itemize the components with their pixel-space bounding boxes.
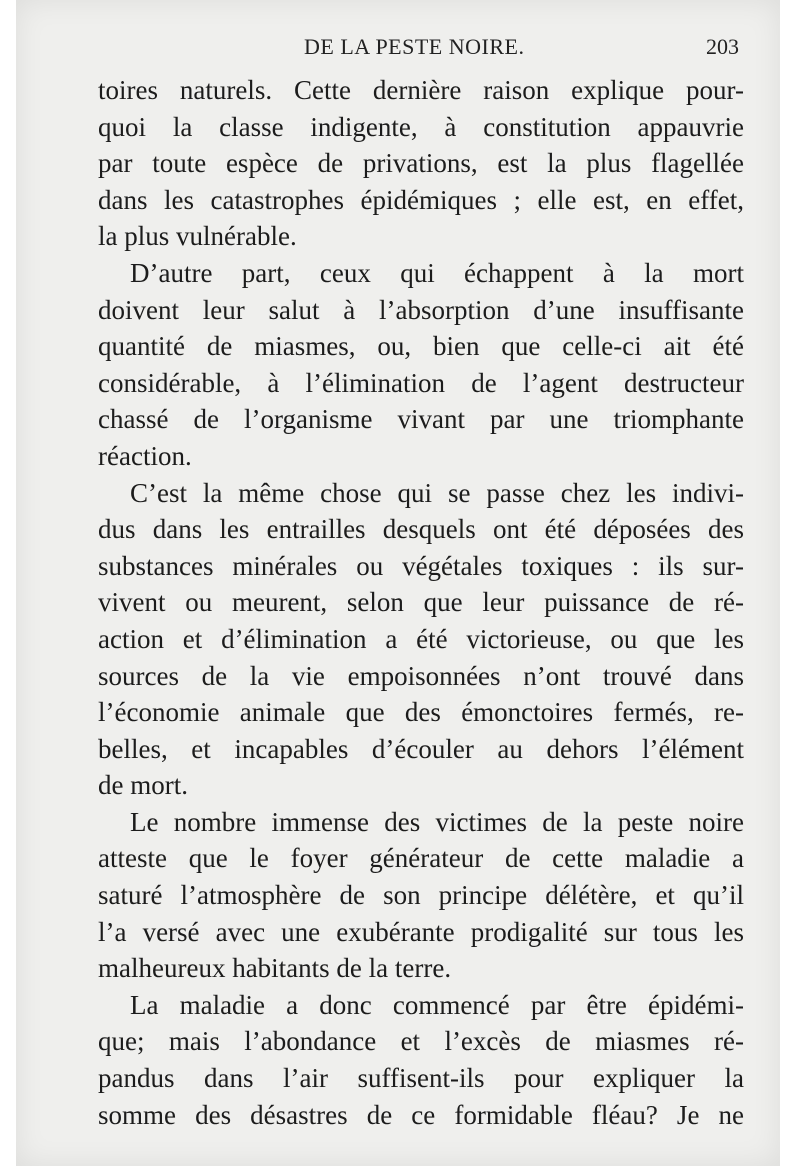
body-text bbox=[98, 72, 744, 1133]
text-line: chassé de l’organisme vivant par une triomphante bbox=[98, 404, 744, 435]
text-line: la plus vulnérable. bbox=[98, 221, 297, 252]
text-line: quantité de miasmes, ou, bien que celle-ci ait été bbox=[98, 331, 744, 362]
page-header bbox=[16, 34, 780, 64]
text-line: vivent ou meurent, selon que leur puissance de ré- bbox=[98, 587, 744, 618]
text-line: l’a versé avec une exubérante prodigalité sur tous les bbox=[98, 916, 744, 947]
text-line: D’autre part, ceux qui échappent à la mort bbox=[130, 257, 744, 288]
text-line: l’économie animale que des émonctoires fermés, re- bbox=[98, 697, 744, 728]
text-line: atteste que le foyer générateur de cette maladie a bbox=[98, 843, 744, 874]
text-line: quoi la classe indigente, à constitution appauvrie bbox=[98, 111, 744, 142]
text-line: malheureux habitants de la terre. bbox=[98, 953, 452, 984]
text-line: considérable, à l’élimination de l’agent destructeur bbox=[98, 367, 744, 398]
text-line: Le nombre immense des victimes de la peste noire bbox=[130, 806, 744, 837]
text-line: dans les catastrophes épidémiques ; elle est, en effet, bbox=[98, 184, 744, 215]
text-line: belles, et incapables d’écouler au dehors l’élément bbox=[98, 733, 744, 764]
scan-margin bbox=[780, 0, 800, 1166]
text-line: dus dans les entrailles desquels ont été déposées des bbox=[98, 514, 744, 545]
paragraph bbox=[98, 987, 744, 1133]
text-line: sources de la vie empoisonnées n’ont trouvé dans bbox=[98, 660, 744, 691]
text-line: par toute espèce de privations, est la plus flagellée bbox=[98, 148, 744, 179]
book-page bbox=[16, 0, 780, 1166]
text-line: de mort. bbox=[98, 770, 188, 801]
text-line: que; mais l’abondance et l’excès de miasmes ré- bbox=[98, 1026, 744, 1057]
text-line: La maladie a donc commencé par être épidémi- bbox=[130, 989, 744, 1020]
text-line: réaction. bbox=[98, 440, 192, 471]
text-line: action et d’élimination a été victorieuse, ou que les bbox=[98, 623, 744, 654]
paragraph bbox=[98, 255, 744, 475]
page-number: 203 bbox=[706, 34, 739, 59]
paragraph bbox=[98, 475, 744, 804]
text-line: C’est la même chose qui se passe chez les indivi- bbox=[130, 477, 744, 508]
text-line: substances minérales ou végétales toxiques : ils sur- bbox=[98, 550, 744, 581]
text-line: doivent leur salut à l’absorption d’une insuffisante bbox=[98, 294, 744, 325]
text-line: pandus dans l’air suffisent-ils pour expliquer la bbox=[98, 1063, 744, 1094]
running-head: DE LA PESTE NOIRE. bbox=[304, 34, 525, 59]
text-line: toires naturels. Cette dernière raison explique pour- bbox=[98, 75, 744, 105]
paragraph bbox=[98, 804, 744, 987]
text-line: somme des désastres de ce formidable fléau? Je ne bbox=[98, 1099, 744, 1130]
paragraph bbox=[98, 72, 744, 255]
text-line: saturé l’atmosphère de son principe délétère, et qu’il bbox=[98, 880, 744, 911]
